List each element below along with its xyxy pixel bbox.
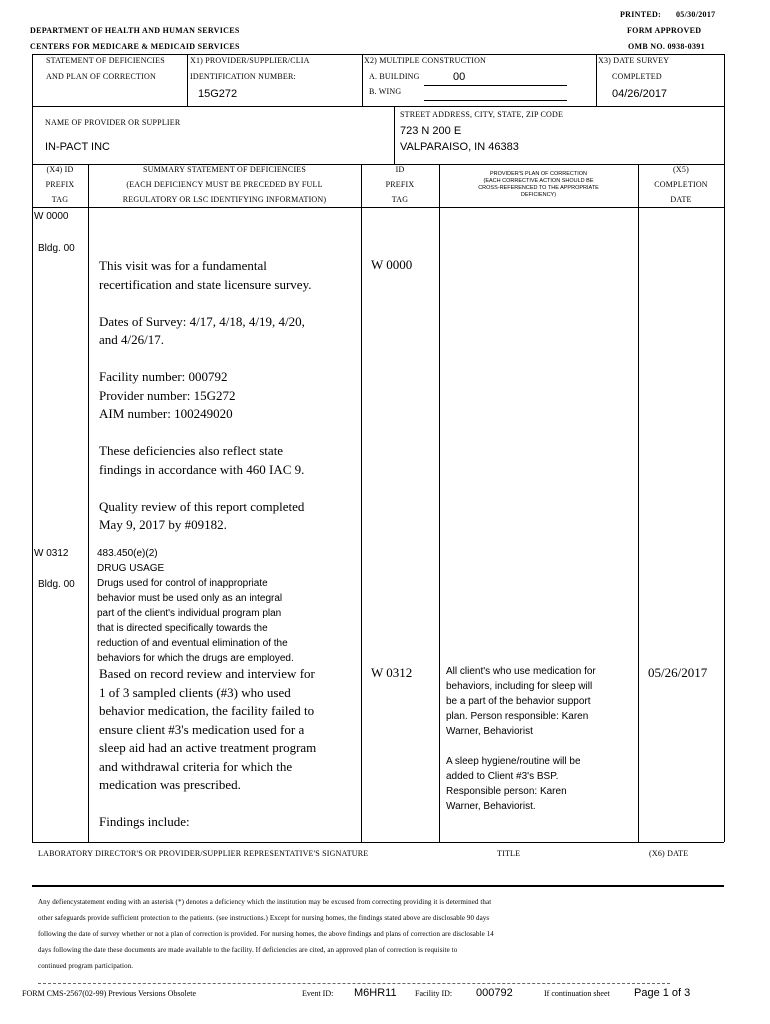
plan-line	[446, 739, 634, 754]
event-id-value: M6HR11	[354, 987, 397, 999]
survey-line: recertification and state licensure survey.	[99, 276, 312, 292]
completion-date: 05/26/2017	[648, 665, 708, 680]
regulation-text	[97, 546, 359, 666]
survey-line: Provider number: 15G272	[99, 387, 236, 403]
provider-name-label: NAME OF PROVIDER OR SUPPLIER	[45, 118, 181, 127]
disclaimer-line: Any defiencystatement ending with an asterisk (*) denotes a deficiency which the institution may be excused from correcting providing it is determined that	[38, 898, 492, 906]
finding-line: and withdrawal criteria for which the	[99, 758, 293, 774]
finding-text	[99, 665, 361, 832]
title-label: TITLE	[497, 849, 521, 858]
plan-line: added to Client #3's BSP.	[446, 771, 559, 782]
survey-line: Dates of Survey: 4/17, 4/18, 4/19, 4/20,	[99, 313, 305, 329]
disclaimer-line: following the date of survey whether or not a plan of correction is provided. For nursing homes, the above findings and plans of correction are disclosable 14	[38, 930, 494, 938]
id-prefix-label: PREFIX	[385, 180, 415, 189]
omb-number: OMB NO. 0938-0391	[628, 42, 705, 51]
x5-label: (X5)	[673, 165, 689, 174]
wing-label: B. WING	[369, 87, 402, 96]
provider-id-value: 15G272	[198, 88, 238, 100]
finding-line: ensure client #3's medication used for a	[99, 721, 305, 737]
finding-line: Findings include:	[99, 814, 190, 829]
survey-line: May 9, 2017 by #09182.	[99, 517, 227, 532]
survey-summary-text	[99, 257, 357, 535]
summary-header-1: SUMMARY STATEMENT OF DEFICIENCIES	[142, 165, 307, 174]
building-tag-row2: Bldg. 00	[38, 579, 75, 590]
plan-header-4: DEFICIENCY)	[520, 192, 557, 198]
building-tag-row1: Bldg. 00	[38, 243, 75, 254]
plan-line: be a part of the behavior support	[446, 696, 591, 707]
x4-tag-label: TAG	[51, 195, 69, 204]
provider-id-label-1: X1) PROVIDER/SUPPLIER/CLIA	[190, 56, 310, 65]
plan-line: Responsible person: Karen	[446, 786, 567, 797]
provider-name-value: IN-PACT INC	[45, 141, 110, 153]
regulation-line: 483.450(e)(2)	[97, 548, 158, 559]
survey-line: Facility number: 000792	[99, 369, 228, 384]
regulation-line: reduction of and eventual elimination of the	[97, 638, 288, 649]
id-tag-w0312: W 0312	[371, 665, 413, 680]
id-tag-label: TAG	[391, 195, 409, 204]
plan-line: All client's who use medication for	[446, 666, 596, 677]
plan-line: plan. Person responsible: Karen	[446, 711, 589, 722]
date-survey-completed: 04/26/2017	[612, 88, 668, 100]
street-address-label: STREET ADDRESS, CITY, STATE, ZIP CODE	[400, 110, 564, 119]
x4-prefix-label: PREFIX	[45, 180, 75, 189]
plan-header-2: (EACH CORRECTIVE ACTION SHOULD BE	[483, 178, 594, 184]
finding-line: 1 of 3 sampled clients (#3) who used	[99, 684, 291, 700]
finding-line: sleep aid had an active treatment program	[99, 740, 317, 755]
survey-line: and 4/26/17.	[99, 332, 164, 347]
printed-label: PRINTED:	[620, 10, 662, 19]
finding-line: medication was prescribed.	[99, 777, 241, 792]
survey-line	[99, 479, 357, 498]
x6-date-label: (X6) DATE	[649, 849, 689, 858]
finding-line: behavior medication, the facility failed to	[99, 703, 315, 718]
survey-line: Quality review of this report completed	[99, 498, 305, 514]
street-address-value: 723 N 200 E	[400, 125, 462, 137]
summary-header-2: (EACH DEFICIENCY MUST BE PRECEDED BY FULL	[126, 180, 323, 189]
page-number: Page 1 of 3	[634, 987, 691, 999]
survey-line	[99, 424, 357, 443]
regulation-line: Drugs used for control of inappropriate	[97, 578, 268, 589]
survey-line: These deficiencies also reflect state	[99, 443, 284, 458]
summary-header-3: REGULATORY OR LSC IDENTIFYING INFORMATION)	[122, 195, 327, 204]
multiple-construction-label: X2) MULTIPLE CONSTRUCTION	[364, 56, 487, 65]
x5-completion-label: COMPLETION	[654, 180, 708, 189]
date-survey-label-1: X3) DATE SURVEY	[598, 56, 670, 65]
regulation-line: part of the client's individual program plan	[97, 608, 282, 619]
x4-id-label: (X4) ID	[46, 165, 74, 174]
id-tag-w0000: W 0000	[371, 257, 413, 272]
x5-date-label: DATE	[670, 195, 692, 204]
disclaimer-text	[38, 894, 718, 974]
continuation-label: If continuation sheet	[544, 989, 610, 998]
plan-line: Warner, Behaviorist	[446, 726, 533, 737]
event-id-label: Event ID:	[302, 989, 334, 998]
date-survey-label-2: COMPLETED	[612, 72, 662, 81]
department-name: DEPARTMENT OF HEALTH AND HUMAN SERVICES	[30, 26, 240, 35]
statement-label-2: AND PLAN OF CORRECTION	[46, 72, 156, 81]
regulation-line: DRUG USAGE	[97, 563, 165, 574]
regulation-line: behaviors for which the drugs are employed.	[97, 653, 294, 664]
plan-line: A sleep hygiene/routine will be	[446, 756, 581, 767]
disclaimer-line: days following the date these documents are made available to the facility. If deficiencies are cited, an approved plan of correction is requisite to	[38, 946, 458, 954]
plan-line: behaviors, including for sleep will	[446, 681, 593, 692]
plan-line: Warner, Behaviorist.	[446, 801, 536, 812]
survey-line: AIM number: 100249020	[99, 406, 233, 421]
facility-id-value: 000792	[476, 987, 513, 999]
survey-line: findings in accordance with 460 IAC 9.	[99, 461, 305, 477]
regulation-line: that is directed specifically towards the	[97, 623, 268, 634]
prefix-tag-w0000: W 0000	[34, 211, 69, 222]
finding-line: Based on record review and interview for	[99, 666, 315, 681]
facility-id-label: Facility ID:	[415, 989, 453, 998]
provider-id-label-2: IDENTIFICATION NUMBER:	[190, 72, 296, 81]
form-number: FORM CMS-2567(02-99) Previous Versions Obsolete	[22, 989, 197, 998]
city-state-zip-value: VALPARAISO, IN 46383	[400, 141, 519, 153]
id-label: ID	[395, 165, 405, 174]
building-label: A. BUILDING	[369, 72, 420, 81]
disclaimer-line: continued program participation.	[38, 962, 134, 970]
printed-date: 05/30/2017	[676, 10, 716, 19]
statement-label-1: STATEMENT OF DEFICIENCIES	[46, 56, 165, 65]
building-value: 00	[453, 71, 466, 83]
plan-header	[439, 171, 638, 199]
centers-name: CENTERS FOR MEDICARE & MEDICAID SERVICES	[30, 42, 240, 51]
finding-line	[99, 795, 361, 814]
form-approved: FORM APPROVED	[627, 26, 702, 35]
survey-line	[99, 294, 357, 313]
plan-header-3: CROSS-REFERENCED TO THE APPROPRIATE	[478, 185, 599, 191]
survey-line	[99, 350, 357, 369]
signature-label: LABORATORY DIRECTOR'S OR PROVIDER/SUPPLIER REPRESENTATIVE'S SIGNATURE	[38, 849, 369, 858]
plan-header-1: PROVIDER'S PLAN OF CORRECTION	[489, 171, 587, 177]
plan-of-correction-text	[446, 664, 634, 814]
disclaimer-line: other safeguards provide sufficient protection to the patients. (see instructions.) Except for nursing homes, the findings stated above are disclosable 90 days	[38, 914, 490, 922]
survey-line: This visit was for a fundamental	[99, 258, 267, 273]
prefix-tag-w0312: W 0312	[34, 548, 69, 559]
regulation-line: behavior must be used only as an integral	[97, 593, 283, 604]
